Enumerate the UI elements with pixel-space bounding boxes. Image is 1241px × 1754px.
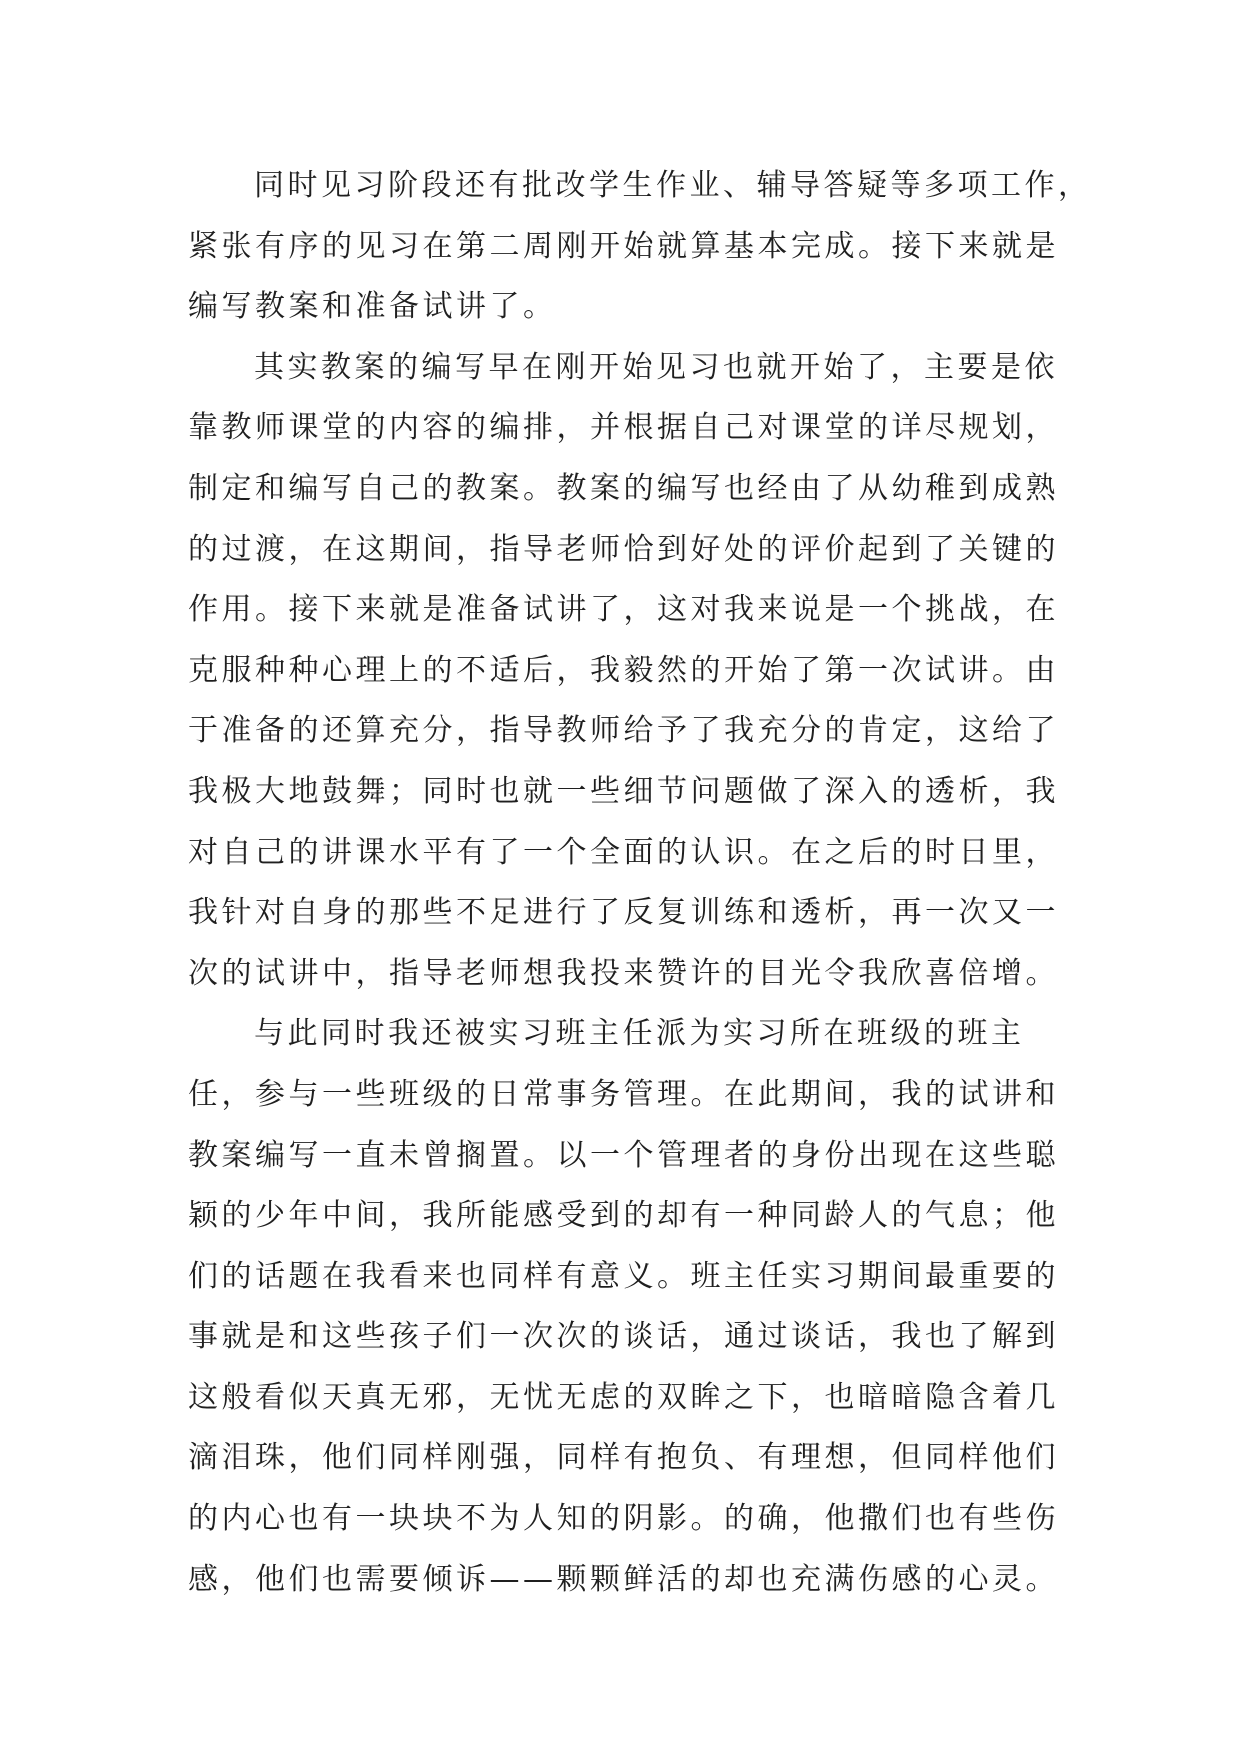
text-line: 滴泪珠，他们同样刚强，同样有抱负、有理想，但同样他们 <box>188 1440 1059 1476</box>
text-line: 任，参与一些班级的日常事务管理。在此期间，我的试讲和 <box>188 1076 1059 1112</box>
text-line: 次的试讲中，指导老师想我投来赞许的目光令我欣喜倍增。 <box>188 955 1059 991</box>
text-line: 我极大地鼓舞；同时也就一些细节问题做了深入的透析，我 <box>188 773 1059 809</box>
text-line: 颖的少年中间，我所能感受到的却有一种同龄人的气息；他 <box>188 1198 1059 1234</box>
text-line: 们的话题在我看来也同样有意义。班主任实习期间最重要的 <box>188 1258 1059 1294</box>
text-line: 的内心也有一块块不为人知的阴影。的确，他撒们也有些伤 <box>188 1501 1059 1537</box>
paragraph <box>188 156 1092 338</box>
text-line: 克服种种心理上的不适后，我毅然的开始了第一次试讲。由 <box>188 652 1059 688</box>
text-line: 教案编写一直未曾搁置。以一个管理者的身份出现在这些聪 <box>188 1137 1059 1173</box>
text-line: 同时见习阶段还有批改学生作业、辅导答疑等多项工作， <box>254 168 1092 203</box>
document-body <box>188 156 1092 1610</box>
text-line: 与此同时我还被实习班主任派为实习所在班级的班主 <box>254 1016 1025 1052</box>
text-line: 的过渡，在这期间，指导老师恰到好处的评价起到了关键的 <box>188 531 1059 567</box>
paragraph <box>188 1004 1068 1610</box>
text-line: 靠教师课堂的内容的编排，并根据自己对课堂的详尽规划， <box>188 410 1059 446</box>
text-line: 制定和编写自己的教案。教案的编写也经由了从幼稚到成熟 <box>188 470 1059 506</box>
text-line: 其实教案的编写早在刚开始见习也就开始了，主要是依 <box>254 349 1058 385</box>
text-line: 紧张有序的见习在第二周刚开始就算基本完成。接下来就是 <box>188 228 1059 264</box>
text-line: 对自己的讲课水平有了一个全面的认识。在之后的时日里， <box>188 834 1059 870</box>
text-line: 感，他们也需要倾诉——颗颗鲜活的却也充满伤感的心灵。 <box>188 1561 1059 1597</box>
text-line: 事就是和这些孩子们一次次的谈话，通过谈话，我也了解到 <box>188 1319 1059 1355</box>
text-line: 编写教案和准备试讲了。 <box>188 289 557 325</box>
text-line: 于准备的还算充分，指导教师给予了我充分的肯定，这给了 <box>188 713 1059 749</box>
text-line: 这般看似天真无邪，无忧无虑的双眸之下，也暗暗隐含着几 <box>188 1379 1059 1415</box>
text-line: 我针对自身的那些不足进行了反复训练和透析，再一次又一 <box>188 895 1059 931</box>
text-line: 作用。接下来就是准备试讲了，这对我来说是一个挑战，在 <box>188 592 1059 628</box>
paragraph <box>188 338 1068 1005</box>
